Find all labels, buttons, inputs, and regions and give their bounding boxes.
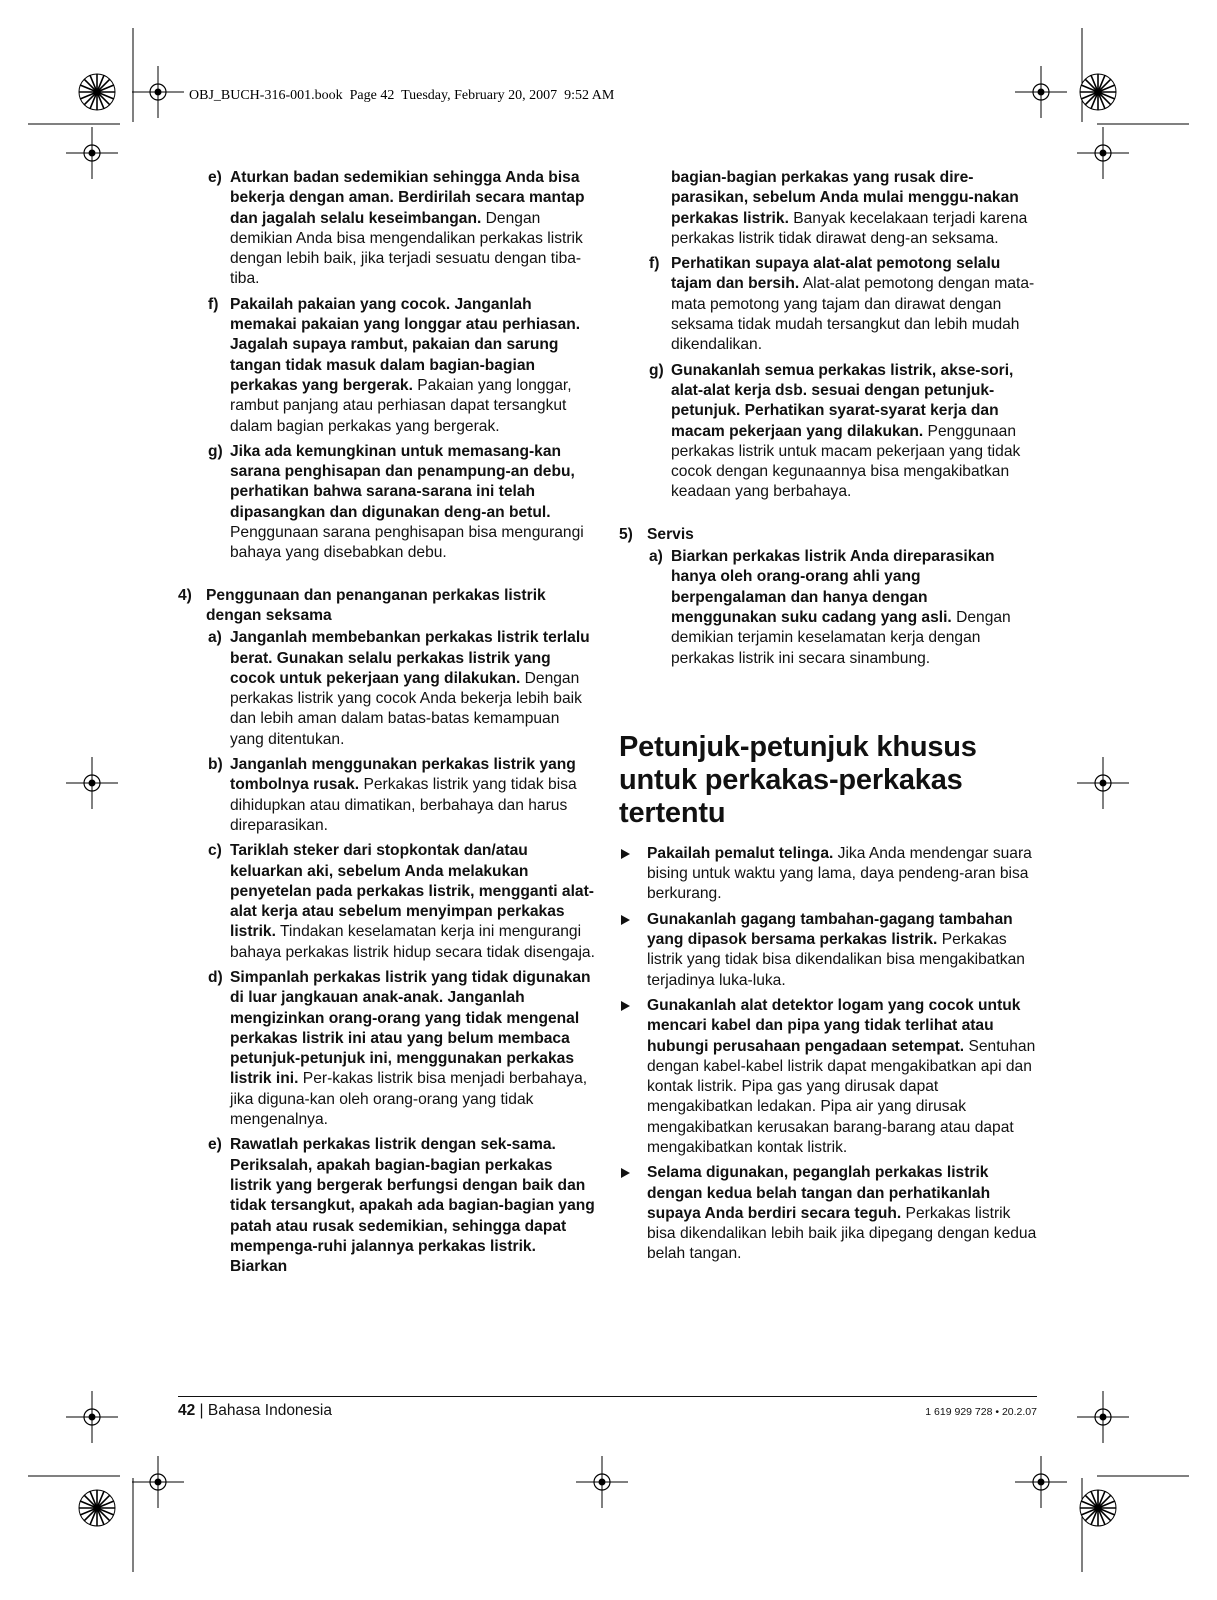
list-item-4d [178, 968, 596, 1130]
list-item-3e [178, 168, 596, 290]
section-4-heading [178, 586, 596, 627]
footer-separator: | [195, 1402, 208, 1419]
triangle-bullet-icon [621, 1001, 630, 1011]
item-bold-text: bagian-bagian perkakas yang rusak dire-parasikan, sebelum Anda mulai menggu-nakan perkakas listrik. [671, 169, 1019, 227]
section-title: Penggunaan dan penanganan perkakas listrik dengan seksama [206, 586, 546, 624]
section-heading: Petunjuk-petunjuk khusus untuk perkakas-perkakas tertentu [619, 730, 977, 829]
item-text: Perkakas listrik yang tidak bisa dihidupkan atau dimatikan, berbahaya dan harus direparasikan. [230, 776, 577, 834]
item-bold-text: Gunakanlah alat detektor logam yang cocok untuk mencari kabel dan pipa yang tidak terlihat atau hubungi perusahaan pengadaan setempat. [647, 996, 1021, 1055]
item-bold-text: Gunakanlah gagang tambahan-gagang tambahan yang dipasok bersama perkakas listrik. [647, 910, 1013, 949]
bullet-item [619, 844, 1037, 905]
item-bold-text: Simpanlah perkakas listrik yang tidak digunakan di luar jangkauan anak-anak. Janganlah mengizinkan orang-orang yang tidak mengenal perkakas listrik ini atau yang belum membaca petunjuk-petunjuk ini, menggunakan perkakas listrik ini. [230, 968, 591, 1088]
list-item-3f [178, 295, 596, 437]
list-item-4e-continued [619, 168, 1037, 249]
item-bold-text: Pakailah pemalut telinga. [647, 844, 834, 862]
item-label: d) [208, 968, 223, 986]
item-text: Dengan perkakas listrik yang cocok Anda bekerja lebih baik dan lebih aman dalam batas-batas kemampuan yang ditentukan. [230, 669, 582, 748]
item-text: Sentuhan dengan kabel-kabel listrik dapat mengakibatkan api dan kontak listrik. Pipa gas yang dirusak dapat mengakibatkan ledakan. Pipa air yang dirusak mengakibatkan kerusakan barang-barang atau dapat mengakibatkan kontak listrik. [647, 1037, 1036, 1156]
item-label: c) [208, 842, 222, 860]
left-column [178, 168, 596, 1282]
item-text: Dengan demikian terjamin keselamatan kerja dengan perkakas listrik ini secara sinambung. [671, 608, 1011, 667]
item-bold-text: Janganlah menggunakan perkakas listrik yang tombolnya rusak. [230, 756, 576, 794]
section-number: 4) [178, 586, 192, 604]
item-text: Banyak kecelakaan terjadi karena perkakas listrik tidak dirawat deng-an seksama. [671, 209, 1028, 247]
item-text: Perkakas listrik yang tidak bisa dikendalikan bisa mengakibatkan terjadinya luka-luka. [647, 931, 1025, 989]
footer-page-info [178, 1402, 332, 1420]
triangle-bullet-icon [621, 849, 630, 859]
item-label: a) [649, 548, 663, 566]
item-bold-text: Perhatikan supaya alat-alat pemotong selalu tajam dan bersih. [671, 255, 1001, 293]
section-title: Servis [647, 525, 694, 543]
item-bold-text: Selama digunakan, peganglah perkakas listrik dengan kedua belah tangan dan perhatikanlah supaya Anda berdiri secara teguh. [647, 1164, 991, 1222]
list-item-4f [619, 254, 1037, 355]
item-label: f) [649, 255, 660, 273]
right-column [619, 168, 1037, 1270]
item-text: Perkakas listrik bisa dikendalikan lebih baik jika dipegang dengan kedua belah tangan. [647, 1204, 1037, 1263]
item-label: f) [208, 295, 219, 313]
item-text: Penggunaan sarana penghisapan bisa mengurangi bahaya yang disebabkan debu. [230, 524, 584, 562]
triangle-bullet-icon [621, 1168, 630, 1178]
document-code: 1 619 929 728 • 20.2.07 [925, 1406, 1037, 1418]
item-bold-text: Biarkan perkakas listrik Anda direparasikan hanya oleh orang-orang ahli yang berpengalaman dan hanya dengan menggunakan suku cadang yang asli. [671, 548, 995, 626]
item-text: Penggunaan perkakas listrik untuk macam pekerjaan yang tidak cocok dengan kegunaannya bisa mengakibatkan keadaan yang berbahaya. [671, 422, 1021, 501]
list-item-4g [619, 361, 1037, 503]
footer-language: Bahasa Indonesia [207, 1402, 332, 1419]
item-label: g) [208, 442, 223, 460]
item-label: g) [649, 361, 664, 379]
print-slug: OBJ_BUCH-316-001.book Page 42 Tuesday, February 20, 2007 9:52 AM [189, 88, 615, 103]
list-item-4e [178, 1135, 596, 1277]
list-item-3g [178, 442, 596, 564]
item-text: Dengan demikian Anda bisa mengendalikan perkakas listrik dengan lebih baik, jika terjadi sesuatu dengan tiba-tiba. [230, 209, 583, 288]
list-item-4c [178, 841, 596, 963]
item-bold-text: Tariklah steker dari stopkontak dan/atau keluarkan aki, sebelum Anda melakukan penyetelan pada perkakas listrik, mengganti alat-alat kerja atau sebelum menyimpan perkakas listrik. [230, 842, 594, 941]
item-bold-text: Rawatlah perkakas listrik dengan sek-sama. Periksalah, apakah bagian-bagian perkakas listrik yang bergerak berfungsi dengan baik dan tidak tersangkut, apakah ada bagian-bagian yang patah atau rusak sedemikian, sehingga dapat mempenga-ruhi jalannya perkakas listrik. Biarkan [230, 1136, 595, 1276]
item-text: Alat-alat pemotong dengan mata-mata pemotong yang tajam dan dirawat dengan seksama tidak mudah tersangkut dan lebih mudah dikendalikan. [671, 275, 1035, 354]
item-text: Per-kakas listrik bisa menjadi berbahaya, jika diguna-kan oleh orang-orang yang tidak mengenalnya. [230, 1070, 588, 1129]
item-bold-text: Janganlah membebankan perkakas listrik terlalu berat. Gunakan selalu perkakas listrik yang cocok untuk pekerjaan yang dilakukan. [230, 629, 590, 687]
bullet-item [619, 1163, 1037, 1264]
item-bold-text: Pakailah pakaian yang cocok. Janganlah memakai pakaian yang longgar atau perhiasan. Jagalah supaya rambut, pakaian dan sarung tangan tidak masuk dalam bagian-bagian perkakas yang bergerak. [230, 295, 581, 394]
list-item-5a [619, 547, 1037, 669]
item-bold-text: Aturkan badan sedemikian sehingga Anda bisa bekerja dengan aman. Berdirilah secara mantap dan jagalah selalu keseimbangan. [230, 169, 585, 227]
section-number: 5) [619, 525, 633, 543]
list-item-4b [178, 755, 596, 836]
item-text: Pakaian yang longgar, rambut panjang atau perhiasan dapat tersangkut dalam bagian perkakas yang bergerak. [230, 376, 572, 435]
item-label: a) [208, 629, 222, 647]
bullet-item [619, 910, 1037, 991]
list-item-4a [178, 628, 596, 750]
item-label: b) [208, 756, 223, 774]
triangle-bullet-icon [621, 915, 630, 925]
section-5-heading [619, 525, 1037, 545]
item-bold-text: Jika ada kemungkinan untuk memasang-kan sarana penghisapan dan penampung-an debu, perhatikan bahwa sarana-sarana ini telah dipasangkan dan digunakan deng-an betul. [230, 442, 575, 521]
footer-divider [178, 1396, 1037, 1397]
bullet-item [619, 996, 1037, 1158]
item-text: Tindakan keselamatan kerja ini mengurangi bahaya perkakas listrik hidup secara tidak disengaja. [230, 923, 595, 961]
item-text: Jika Anda mendengar suara bising untuk waktu yang lama, daya pendeng-aran bisa berkurang. [647, 844, 1032, 903]
item-bold-text: Gunakanlah semua perkakas listrik, akse-sori, alat-alat kerja dsb. sesuai dengan petunjuk-petunjuk. Perhatikan syarat-syarat kerja dan macam pekerjaan yang dilakukan. [671, 361, 1014, 440]
item-label: e) [208, 1136, 222, 1154]
page-number: 42 [178, 1402, 196, 1419]
item-label: e) [208, 169, 222, 186]
